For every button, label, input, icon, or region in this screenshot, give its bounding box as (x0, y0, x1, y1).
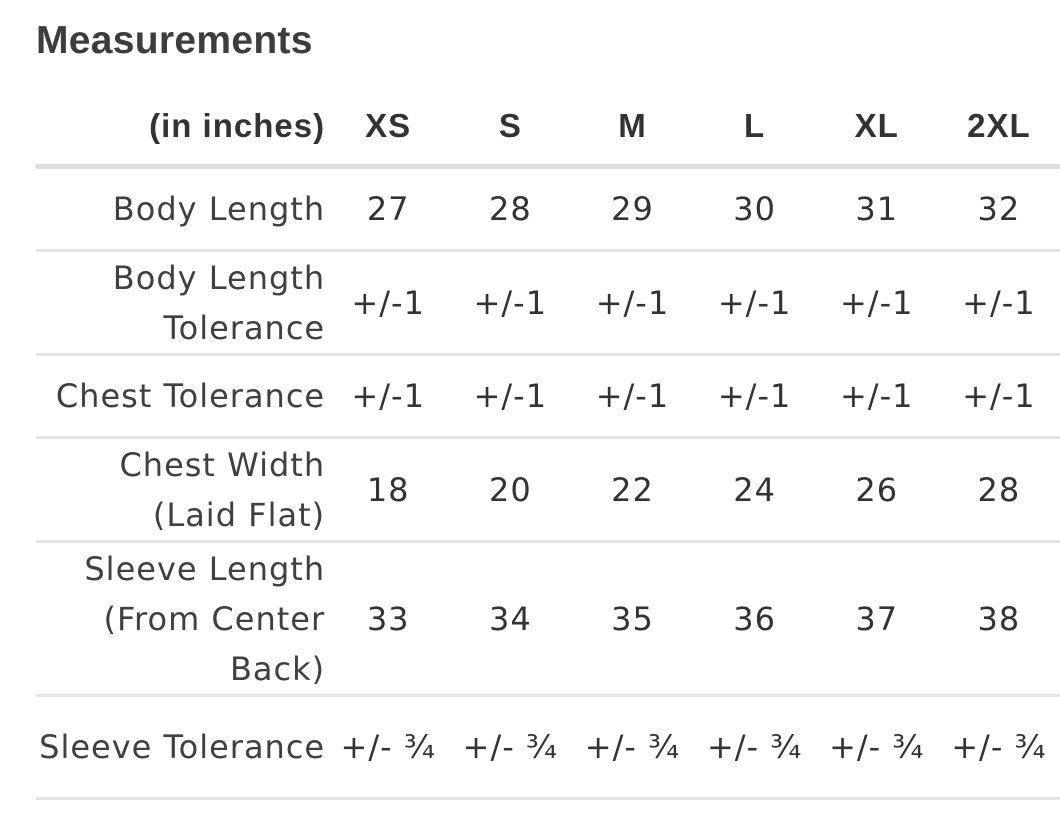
table-cell: 18 (327, 438, 449, 542)
table-cell: 20 (449, 438, 571, 542)
row-label: Body Length Tolerance (36, 251, 327, 355)
size-header-xl: XL (816, 88, 938, 167)
table-row (36, 251, 1060, 355)
table-cell: 34 (449, 542, 571, 696)
table-cell: 30 (694, 167, 816, 251)
table-cell: +/-1 (816, 355, 938, 438)
table-cell: +/- ¾ (694, 696, 816, 799)
table-cell: +/-1 (571, 355, 693, 438)
table-row (36, 542, 1060, 696)
table-cell: +/-1 (694, 251, 816, 355)
size-header-xs: XS (327, 88, 449, 167)
table-row (36, 167, 1060, 251)
table-cell: +/- ¾ (327, 696, 449, 799)
row-label: Chest Tolerance (36, 355, 327, 438)
table-cell: +/- ¾ (816, 696, 938, 799)
table-cell: 37 (816, 542, 938, 696)
table-cell: 35 (571, 542, 693, 696)
table-cell: +/-1 (327, 355, 449, 438)
size-header-m: M (571, 88, 693, 167)
table-cell: +/-1 (938, 251, 1060, 355)
table-cell: 32 (938, 167, 1060, 251)
table-cell: +/-1 (938, 355, 1060, 438)
page-title: Measurements (36, 19, 313, 62)
table-cell: 38 (938, 542, 1060, 696)
row-label: Body Length (36, 167, 327, 251)
table-cell: +/-1 (694, 355, 816, 438)
table-cell: 33 (327, 542, 449, 696)
table-cell: 31 (816, 167, 938, 251)
table-cell: 28 (449, 167, 571, 251)
size-header-2xl: 2XL (938, 88, 1060, 167)
table-cell: +/- ¾ (449, 696, 571, 799)
unit-header: (in inches) (36, 88, 327, 167)
measurements-table (36, 88, 1060, 800)
table-cell: +/- ¾ (571, 696, 693, 799)
table-cell: 27 (327, 167, 449, 251)
table-cell: +/-1 (449, 355, 571, 438)
table-cell: 36 (694, 542, 816, 696)
table-cell: 22 (571, 438, 693, 542)
table-row (36, 438, 1060, 542)
size-header-s: S (449, 88, 571, 167)
size-header-l: L (694, 88, 816, 167)
table-cell: +/-1 (449, 251, 571, 355)
table-cell: 26 (816, 438, 938, 542)
table-cell: +/-1 (327, 251, 449, 355)
row-label: Sleeve Tolerance (36, 696, 327, 799)
table-row (36, 355, 1060, 438)
row-label: Chest Width (Laid Flat) (36, 438, 327, 542)
table-cell: +/- ¾ (938, 696, 1060, 799)
table-cell: +/-1 (571, 251, 693, 355)
table-cell: 28 (938, 438, 1060, 542)
table-cell: 29 (571, 167, 693, 251)
row-label: Sleeve Length (From Center Back) (36, 542, 327, 696)
table-cell: 24 (694, 438, 816, 542)
table-row (36, 696, 1060, 799)
table-cell: +/-1 (816, 251, 938, 355)
table-header-row (36, 88, 1060, 167)
